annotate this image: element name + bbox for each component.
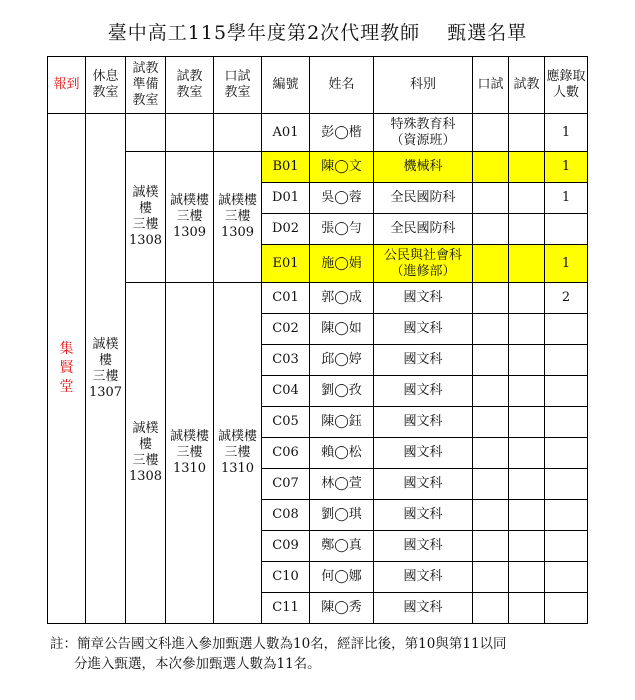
candidate-name: 郭◯成 <box>310 283 374 314</box>
candidate-id: E01 <box>262 245 310 283</box>
candidate-subject: 全民國防科 <box>374 214 473 245</box>
candidate-name: 吳◯蓉 <box>310 183 374 214</box>
candidate-id: C06 <box>262 438 310 469</box>
candidate-subject: 公民與社會科 （進修部） <box>374 245 473 283</box>
quota: 1 <box>545 183 588 214</box>
candidate-name: 彭◯楷 <box>310 114 374 152</box>
oral-score <box>473 345 509 376</box>
oral-score <box>473 314 509 345</box>
candidate-name: 張◯勻 <box>310 214 374 245</box>
header-name: 姓名 <box>310 57 374 114</box>
quota: 1 <box>545 152 588 183</box>
quota <box>545 500 588 531</box>
teach-score <box>509 469 545 500</box>
candidate-id: A01 <box>262 114 310 152</box>
teach-score <box>509 314 545 345</box>
candidate-subject: 國文科 <box>374 314 473 345</box>
candidate-subject: 國文科 <box>374 283 473 314</box>
candidate-subject: 全民國防科 <box>374 183 473 214</box>
oral-score <box>473 214 509 245</box>
candidate-name: 陳◯文 <box>310 152 374 183</box>
candidate-id: C02 <box>262 314 310 345</box>
group2-oral-room: 誠樸樓 三樓 1310 <box>214 283 262 624</box>
oral-score <box>473 531 509 562</box>
quota <box>545 314 588 345</box>
candidate-name: 何◯娜 <box>310 562 374 593</box>
candidate-name: 施◯娟 <box>310 245 374 283</box>
header-subject: 科別 <box>374 57 473 114</box>
group1-prep-room: 誠樸 樓 三樓 1308 <box>126 152 166 283</box>
candidate-id: C08 <box>262 500 310 531</box>
candidate-id: C07 <box>262 469 310 500</box>
candidate-subject: 國文科 <box>374 345 473 376</box>
footnote-line-1: 註：簡章公告國文科進入參加甄選人數為10名，經評比後，第10與第11以同 <box>50 636 507 652</box>
header-quota: 應錄取 人數 <box>545 57 588 114</box>
candidate-name: 劉◯孜 <box>310 376 374 407</box>
candidate-subject: 機械科 <box>374 152 473 183</box>
oral-room-empty <box>214 114 262 152</box>
teach-score <box>509 152 545 183</box>
footnote <box>50 634 620 674</box>
quota <box>545 562 588 593</box>
candidate-subject: 國文科 <box>374 376 473 407</box>
candidate-subject: 國文科 <box>374 593 473 624</box>
candidate-id: C05 <box>262 407 310 438</box>
candidate-subject: 國文科 <box>374 500 473 531</box>
quota <box>545 214 588 245</box>
teach-score <box>509 593 545 624</box>
group2-teach-room: 誠樸樓 三樓 1310 <box>166 283 214 624</box>
teach-score <box>509 283 545 314</box>
candidate-subject: 特殊教育科 （資源班） <box>374 114 473 152</box>
candidate-id: C03 <box>262 345 310 376</box>
candidate-name: 陳◯鈺 <box>310 407 374 438</box>
candidate-subject: 國文科 <box>374 562 473 593</box>
candidate-id: C09 <box>262 531 310 562</box>
teach-score <box>509 562 545 593</box>
candidate-table <box>47 56 588 624</box>
candidate-name: 賴◯松 <box>310 438 374 469</box>
candidate-id: D01 <box>262 183 310 214</box>
checkin-place <box>48 114 86 624</box>
group1-teach-room: 誠樸樓 三樓 1309 <box>166 152 214 283</box>
oral-score <box>473 283 509 314</box>
group1-oral-room: 誠樸樓 三樓 1309 <box>214 152 262 283</box>
prep-room-empty <box>126 114 166 152</box>
quota <box>545 407 588 438</box>
teach-score <box>509 407 545 438</box>
teach-score <box>509 345 545 376</box>
candidate-subject: 國文科 <box>374 407 473 438</box>
header-prep-room: 試教 準備 教室 <box>126 57 166 114</box>
header-rest-room: 休息 教室 <box>86 57 126 114</box>
table-row <box>48 114 588 152</box>
oral-score <box>473 593 509 624</box>
table-row <box>48 283 588 314</box>
quota: 2 <box>545 283 588 314</box>
table-header-row <box>48 57 588 114</box>
header-oral-room: 口試 教室 <box>214 57 262 114</box>
teach-score <box>509 245 545 283</box>
teach-score <box>509 183 545 214</box>
oral-score <box>473 376 509 407</box>
quota <box>545 345 588 376</box>
candidate-name: 邱◯婷 <box>310 345 374 376</box>
table-row <box>48 152 588 183</box>
oral-score <box>473 562 509 593</box>
candidate-id: C01 <box>262 283 310 314</box>
oral-score <box>473 183 509 214</box>
quota <box>545 469 588 500</box>
oral-score <box>473 114 509 152</box>
candidate-name: 鄭◯真 <box>310 531 374 562</box>
footnote-line-2: 分進入甄選，本次參加甄選人數為11名。 <box>74 656 321 672</box>
header-teach: 試教 <box>509 57 545 114</box>
teach-score <box>509 500 545 531</box>
teach-score <box>509 438 545 469</box>
quota: 1 <box>545 114 588 152</box>
quota <box>545 531 588 562</box>
quota: 1 <box>545 245 588 283</box>
quota <box>545 376 588 407</box>
candidate-subject: 國文科 <box>374 531 473 562</box>
teach-score <box>509 114 545 152</box>
page-title: 臺中高工115學年度第2次代理教師 甄選名單 <box>107 22 528 44</box>
candidate-id: B01 <box>262 152 310 183</box>
header-oral: 口試 <box>473 57 509 114</box>
candidate-id: C10 <box>262 562 310 593</box>
candidate-name: 陳◯秀 <box>310 593 374 624</box>
header-number: 編號 <box>262 57 310 114</box>
candidate-name: 林◯萱 <box>310 469 374 500</box>
teach-room-empty <box>166 114 214 152</box>
candidate-subject: 國文科 <box>374 469 473 500</box>
quota <box>545 593 588 624</box>
candidate-name: 劉◯琪 <box>310 500 374 531</box>
candidate-id: C11 <box>262 593 310 624</box>
oral-score <box>473 438 509 469</box>
oral-score <box>473 407 509 438</box>
header-teach-room: 試教 教室 <box>166 57 214 114</box>
checkin-place-text: 集賢堂 <box>59 341 74 395</box>
teach-score <box>509 214 545 245</box>
oral-score <box>473 152 509 183</box>
rest-room: 誠樸 樓 三樓 1307 <box>86 114 126 624</box>
candidate-id: C04 <box>262 376 310 407</box>
quota <box>545 438 588 469</box>
oral-score <box>473 500 509 531</box>
group2-prep-room: 誠樸 樓 三樓 1308 <box>126 283 166 624</box>
oral-score <box>473 245 509 283</box>
teach-score <box>509 531 545 562</box>
header-checkin: 報到 <box>48 57 86 114</box>
teach-score <box>509 376 545 407</box>
candidate-id: D02 <box>262 214 310 245</box>
candidate-subject: 國文科 <box>374 438 473 469</box>
oral-score <box>473 469 509 500</box>
candidate-name: 陳◯如 <box>310 314 374 345</box>
